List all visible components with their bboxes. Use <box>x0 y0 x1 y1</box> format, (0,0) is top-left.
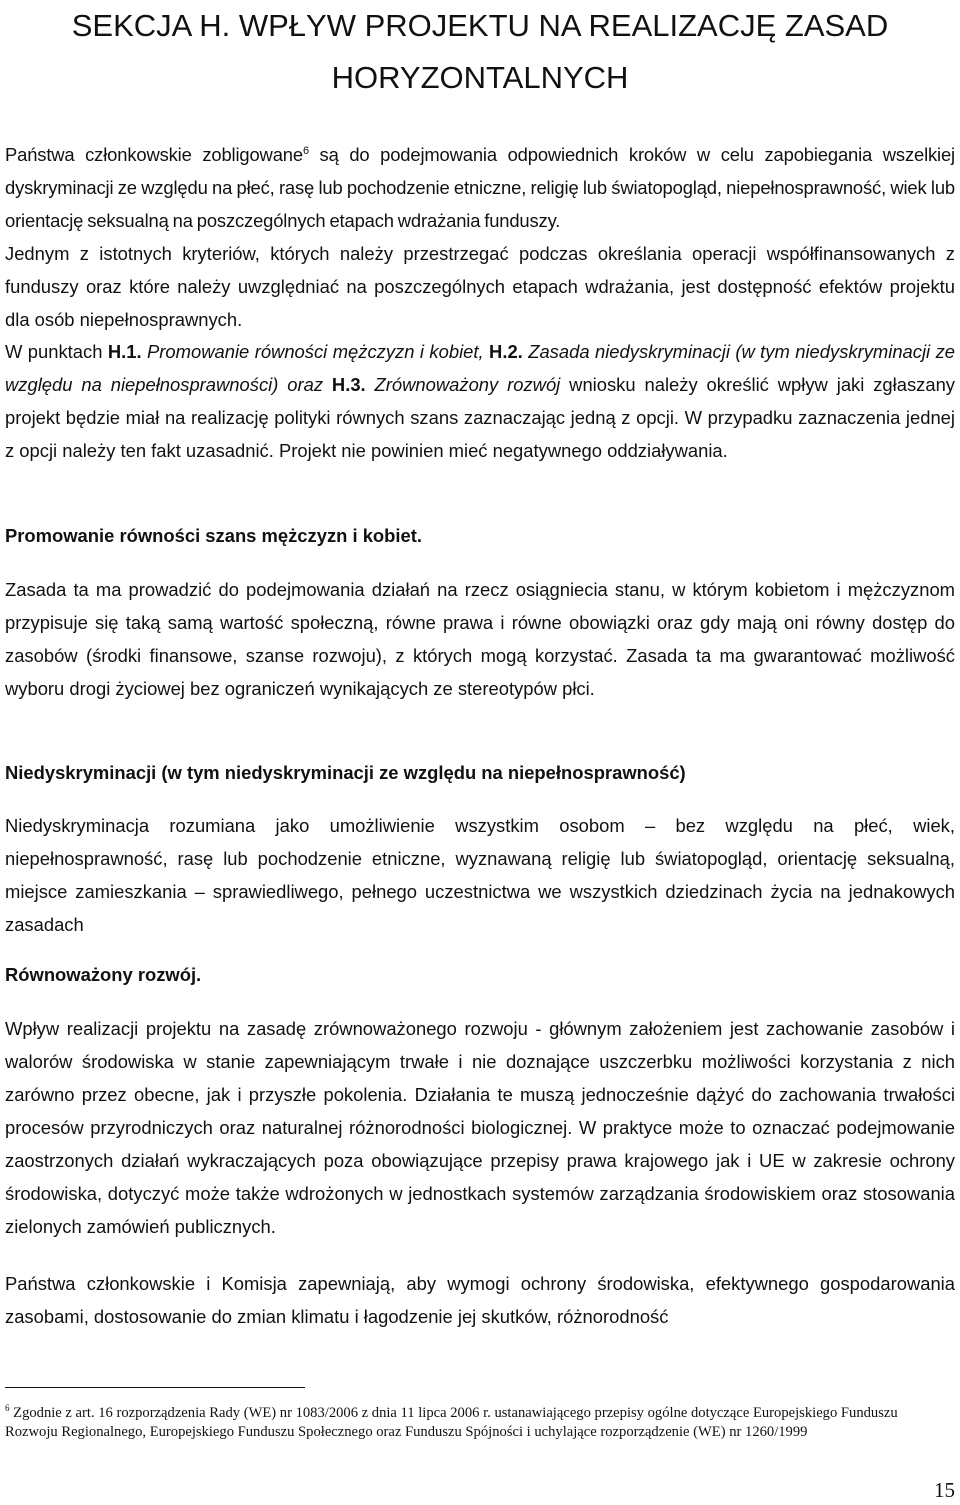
section-body-sustainable-development: Wpływ realizacji projektu na zasadę zrównoważonego rozwoju - głównym założeniem jest zachowanie zasobów i walorów środowiska w stanie zapewniającym trwałe i nie doznające uszczerbku możliwości korzystania z nich zarówno przez obecne, jak i przyszłe pokolenia. Działania te muszą jednocześnie dążyć do zachowania trwałości procesów przyrodniczych oraz naturalnej różnorodności biologicznej. W praktyce może to oznaczać podejmowanie zaostrzonych działań wykraczających poza obowiązujące przepisy prawa krajowego jak i UE w zakresie ochrony środowiska, dotyczyć może także wdrożonych w jednostkach systemów zarządzania środowiskiem oraz stosowania zielonych zamówień publicznych. <box>5 1018 955 1237</box>
section-ref-h1-title: Promowanie równości mężczyzn i kobiet, <box>141 341 490 362</box>
footnote-text: Zgodnie z art. 16 rozporządzenia Rady (WE) nr 1083/2006 z dnia 11 lipca 2006 r. ustanawiającego przepisy ogólne dotyczące Europejskiego Funduszu Rozwoju Regionalnego, Europejskiego Funduszu Społecznego oraz Funduszu Spójności i uchylające rozporządzenie (WE) nr 1260/1999 <box>5 1405 898 1440</box>
section-body-non-discrimination: Niedyskryminacja rozumiana jako umożliwienie wszystkim osobom – bez względu na płeć, wiek, niepełnosprawność, rasę lub pochodzenie etniczne, wyznawaną religię lub światopogląd, orientację seksualną, miejsce zamieszkania – sprawiedliwego, pełnego uczestnictwa we wszystkich dziedzinach życia na jednakowych zasadach <box>5 815 955 935</box>
footnote-marker: 6 <box>5 1403 10 1414</box>
footnote-reference[interactable]: 6 <box>302 144 309 157</box>
intro-p1-text-b: są do podejmowania odpowiednich kroków w celu zapobiegania wszelkiej dyskryminacji ze względu na płeć, rasę lub pochodzenie etniczne, religię lub światopogląd, niepełnosprawność, wiek lub orientację seksualną na poszczególnych etapach wdrażania funduszy. <box>5 144 955 231</box>
section-heading-non-discrimination: Niedyskryminacji (w tym niedyskryminacji ze względu na niepełnosprawność) <box>5 762 686 783</box>
intro-p1-text-a: Państwa członkowskie zobligowane <box>5 144 303 165</box>
page-title-line-1: SEKCJA H. WPŁYW PROJEKTU NA REALIZACJĘ ZASAD <box>71 8 889 43</box>
section-ref-h3-title: Zrównoważony rozwój <box>365 374 561 395</box>
intro-paragraph-1 <box>5 138 955 237</box>
section-body-gender-equality: Zasada ta ma prowadzić do podejmowania działań na rzecz osiągniecia stanu, w którym kobietom i mężczyznom przypisuje się taką samą wartość społeczną, równe prawa i równe obowiązki oraz gdy mają oni równy dostęp do zasobów (środki finansowe, szanse rozwoju), z których mogą korzystać. Zasada ta ma gwarantować możliwość wyboru drogi życiowej bez ograniczeń wynikających ze stereotypów płci. <box>5 579 955 699</box>
section-heading-sustainable-development: Równoważony rozwój. <box>5 964 202 985</box>
section-ref-h1: H.1. <box>107 341 142 362</box>
footnote <box>5 1404 905 1442</box>
page-title <box>5 0 955 104</box>
footnote-divider <box>5 1387 305 1388</box>
page-title-line-2: HORYZONTALNYCH <box>331 60 629 95</box>
page-number: 15 <box>934 1478 955 1502</box>
intro-p3-text-a: W punktach <box>5 341 108 362</box>
section-ref-h2-title: Zasada niedyskryminacji (w tym niedyskryminacji ze względu na niepełnosprawności) oraz <box>5 341 956 395</box>
section-ref-h3: H.3. <box>331 374 366 395</box>
intro-p3-text-b: wniosku należy określić wpływ jaki zgłaszany projekt będzie miał na realizację polityki równych szans zaznaczając jedną z opcji. W przypadku zaznaczenia jednej z opcji należy ten fakt uzasadnić. Projekt nie powinien mieć negatywnego oddziaływania. <box>5 374 955 461</box>
section-body-sustainable-development-2: Państwa członkowskie i Komisja zapewniają, aby wymogi ochrony środowiska, efektywnego gospodarowania zasobami, dostosowanie do zmian klimatu i łagodzenie jej skutków, różnorodność <box>5 1273 955 1327</box>
intro-paragraph-3 <box>5 335 955 467</box>
section-ref-h2: H.2. <box>489 341 523 362</box>
section-heading-gender-equality: Promowanie równości szans mężczyzn i kobiet. <box>5 525 422 546</box>
intro-paragraph-2: Jednym z istotnych kryteriów, których należy przestrzegać podczas określania operacji współfinansowanych z funduszy oraz które należy uwzględniać na poszczególnych etapach wdrażania, jest dostępność efektów projektu dla osób niepełnosprawnych. <box>5 243 955 330</box>
